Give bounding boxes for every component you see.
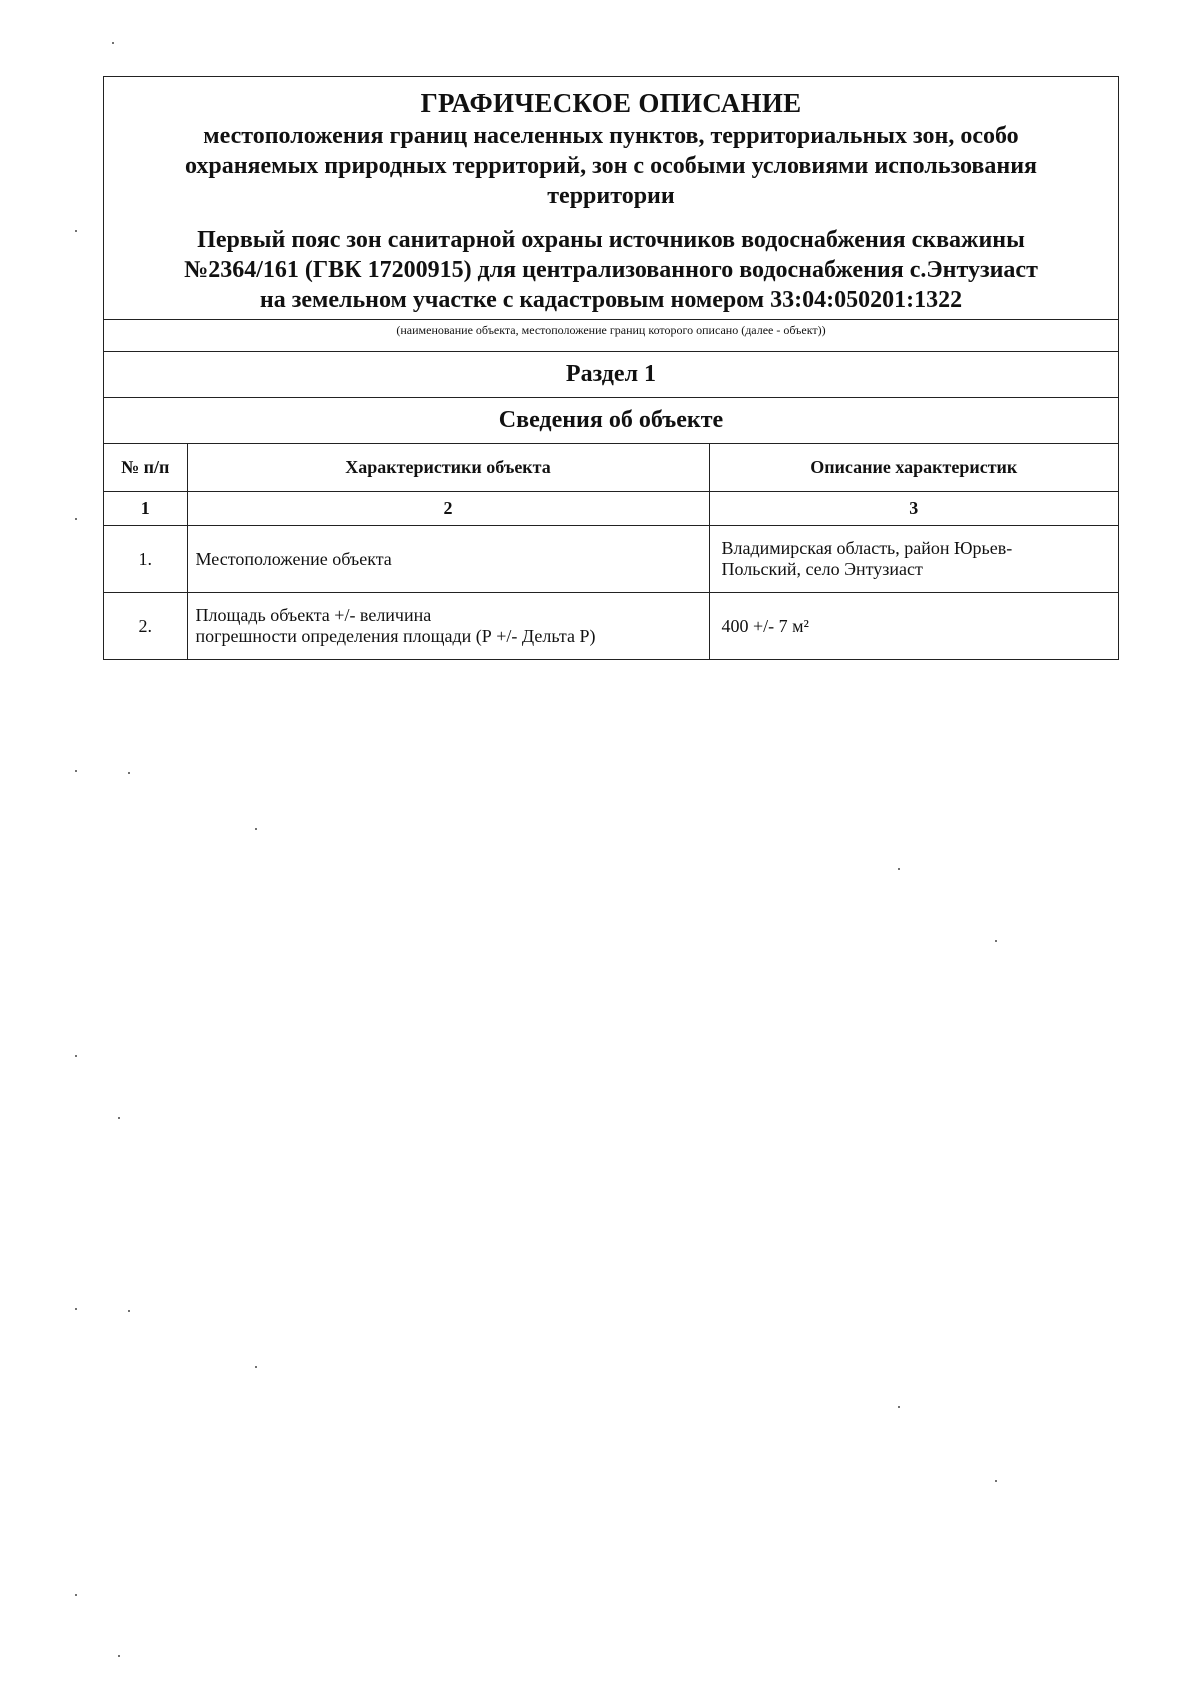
column-number-row: [104, 492, 1118, 526]
section-title: Раздел 1: [104, 351, 1118, 397]
column-header-description: Описание характеристик: [709, 444, 1118, 492]
object-name: [118, 225, 1104, 315]
description-cell: [709, 526, 1118, 593]
scan-speck: [112, 42, 114, 44]
column-number: 2: [187, 492, 709, 526]
scan-speck: [255, 1366, 257, 1368]
object-name-line: на земельном участке с кадастровым номером 33:04:050201:1322: [259, 287, 963, 313]
scan-speck: [255, 828, 257, 830]
scan-speck: [128, 1310, 130, 1312]
scan-speck: [128, 772, 130, 774]
row-number: 2.: [104, 593, 187, 660]
table-row: [104, 593, 1118, 660]
document-subtitle: [118, 121, 1104, 211]
object-name-line: №2364/161 (ГВК 17200915) для централизованного водоснабжения с.Энтузиаст: [184, 257, 1038, 283]
object-name-line: Первый пояс зон санитарной охраны источников водоснабжения скважины: [197, 227, 1025, 253]
characteristic-cell: [187, 526, 709, 593]
characteristic-cell: [187, 593, 709, 660]
scan-speck: [118, 1655, 120, 1657]
scan-speck: [75, 230, 77, 232]
description-text: 400 +/- 7 м²: [721, 615, 809, 636]
description-text: Польский, село Энтузиаст: [721, 559, 923, 579]
scan-speck: [898, 868, 900, 870]
scan-speck: [995, 1480, 997, 1482]
description-cell: [709, 593, 1118, 660]
object-info-table: [104, 443, 1118, 659]
document-title: ГРАФИЧЕСКОЕ ОПИСАНИЕ: [420, 88, 802, 118]
scan-speck: [75, 770, 77, 772]
characteristic-text: Площадь объекта +/- величина: [195, 605, 432, 625]
column-number: 1: [104, 492, 187, 526]
section-subtitle: Сведения об объекте: [104, 397, 1118, 443]
column-header-characteristic: Характеристики объекта: [187, 444, 709, 492]
scan-speck: [75, 1055, 77, 1057]
object-caption: (наименование объекта, местоположение границ которого описано (далее - объект)): [104, 319, 1118, 351]
subtitle-line: местоположения границ населенных пунктов, территориальных зон, особо: [203, 123, 1019, 149]
document-header: [104, 77, 1118, 319]
document-frame: [103, 76, 1119, 660]
scan-speck: [118, 1117, 120, 1119]
scan-speck: [75, 518, 77, 520]
description-text: Владимирская область, район Юрьев-: [721, 538, 1013, 558]
characteristic-text: погрешности определения площади (Р +/- Дельта Р): [195, 626, 596, 646]
scan-speck: [898, 1406, 900, 1408]
table-header-row: [104, 444, 1118, 492]
column-header-number: № п/п: [104, 444, 187, 492]
table-row: [104, 526, 1118, 593]
scan-speck: [995, 940, 997, 942]
characteristic-text: Местоположение объекта: [195, 548, 392, 569]
scan-speck: [75, 1308, 77, 1310]
scan-speck: [75, 1594, 77, 1596]
subtitle-line: охраняемых природных территорий, зон с особыми условиями использования: [184, 153, 1038, 179]
subtitle-line: территории: [547, 183, 675, 209]
column-number: 3: [709, 492, 1118, 526]
row-number: 1.: [104, 526, 187, 593]
